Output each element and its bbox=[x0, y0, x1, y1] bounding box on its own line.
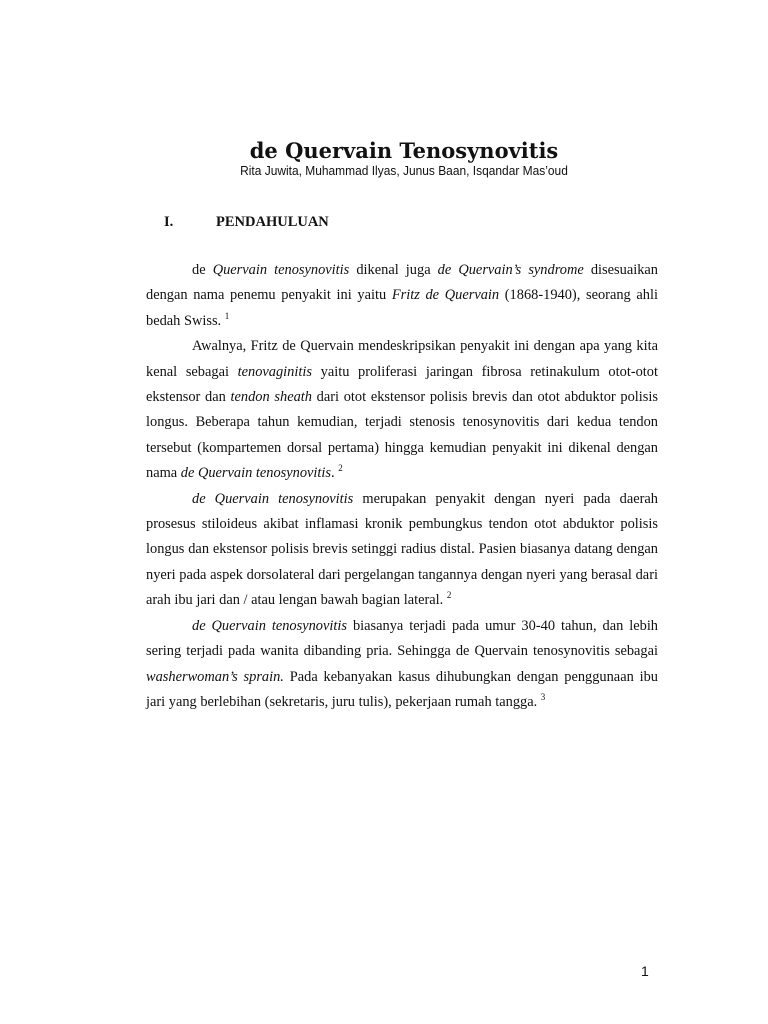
paragraph bbox=[146, 487, 658, 614]
citation-ref: 1 bbox=[224, 310, 230, 321]
text-run: (1868-1940), seorang ahli bedah Swiss. bbox=[146, 287, 658, 329]
italic-term: de Quervain tenosynovitis bbox=[192, 490, 354, 507]
italic-term: tenovaginitis bbox=[237, 363, 312, 380]
italic-term: tendon sheath bbox=[230, 389, 312, 406]
citation-ref: 3 bbox=[540, 691, 546, 702]
italic-term: de Quervain tenosynovitis bbox=[192, 617, 347, 634]
italic-term: de Quervain tenosynovitis bbox=[180, 465, 332, 482]
citation-ref: 2 bbox=[446, 590, 452, 601]
text-run: Awalnya, Fritz de Quervain mendeskripsikan penyakit ini dengan apa yang kita kenal sebagai bbox=[146, 338, 658, 380]
body-text bbox=[146, 258, 658, 715]
section-number: I. bbox=[164, 214, 174, 230]
text-run: dikenal juga bbox=[349, 262, 438, 278]
text-run: dari otot ekstensor polisis brevis dan otot abduktor polisis longus. Beberapa tahun kemudian, terjadi stenosis tenosynovitis dari kedua tendon tersebut (kompartemen dorsal pertama) hingga kemudian penyakit ini dikenal dengan nama bbox=[146, 389, 658, 482]
italic-term: Quervain tenosynovitis bbox=[212, 262, 350, 278]
text-run: yaitu proliferasi jaringan fibrosa retinakulum otot-otot ekstensor dan bbox=[146, 363, 658, 406]
italic-term: Fritz de Quervain bbox=[391, 287, 500, 304]
document-title: de Quervain Tenosynovitis bbox=[249, 138, 559, 163]
text-run: Pada kebanyakan kasus dihubungkan dengan penggunaan ibu jari yang berlebihan (sekretaris, juru tulis), pekerjaan rumah tangga. bbox=[146, 668, 658, 710]
paragraph bbox=[146, 614, 658, 716]
text-run: . bbox=[331, 465, 339, 482]
page-number: 1 bbox=[641, 963, 649, 979]
text-run: biasanya terjadi pada umur 30-40 tahun, dan lebih sering terjadi pada wanita dibanding pria. Sehingga de Quervain tenosynovitis sebagai bbox=[146, 617, 659, 660]
author-list: Rita Juwita, Muhammad Ilyas, Junus Baan, Isqandar Mas’oud bbox=[240, 163, 568, 178]
italic-term: washerwoman’s sprain. bbox=[146, 668, 284, 685]
section-title: PENDAHULUAN bbox=[216, 214, 329, 230]
paragraph bbox=[146, 258, 658, 334]
paragraph bbox=[146, 334, 658, 486]
italic-term: de Quervain’s syndrome bbox=[437, 262, 584, 278]
text-run: disesuaikan dengan nama penemu penyakit ini yaitu bbox=[146, 262, 658, 304]
citation-ref: 2 bbox=[338, 463, 343, 474]
text-run: merupakan penyakit dengan nyeri pada daerah prosesus stiloideus akibat inflamasi kronik pembungkus tendon otot abduktor polisis longus dan ekstensor polisis brevis setinggi radius distal. Pasien biasanya datang dengan nyeri pada aspek dorsolateral dari pergelangan tangannya dengan nyeri yang berasal dari arah ibu jari dan / atau lengan bawah bagian lateral. bbox=[146, 490, 659, 609]
text-run: de bbox=[192, 262, 213, 278]
